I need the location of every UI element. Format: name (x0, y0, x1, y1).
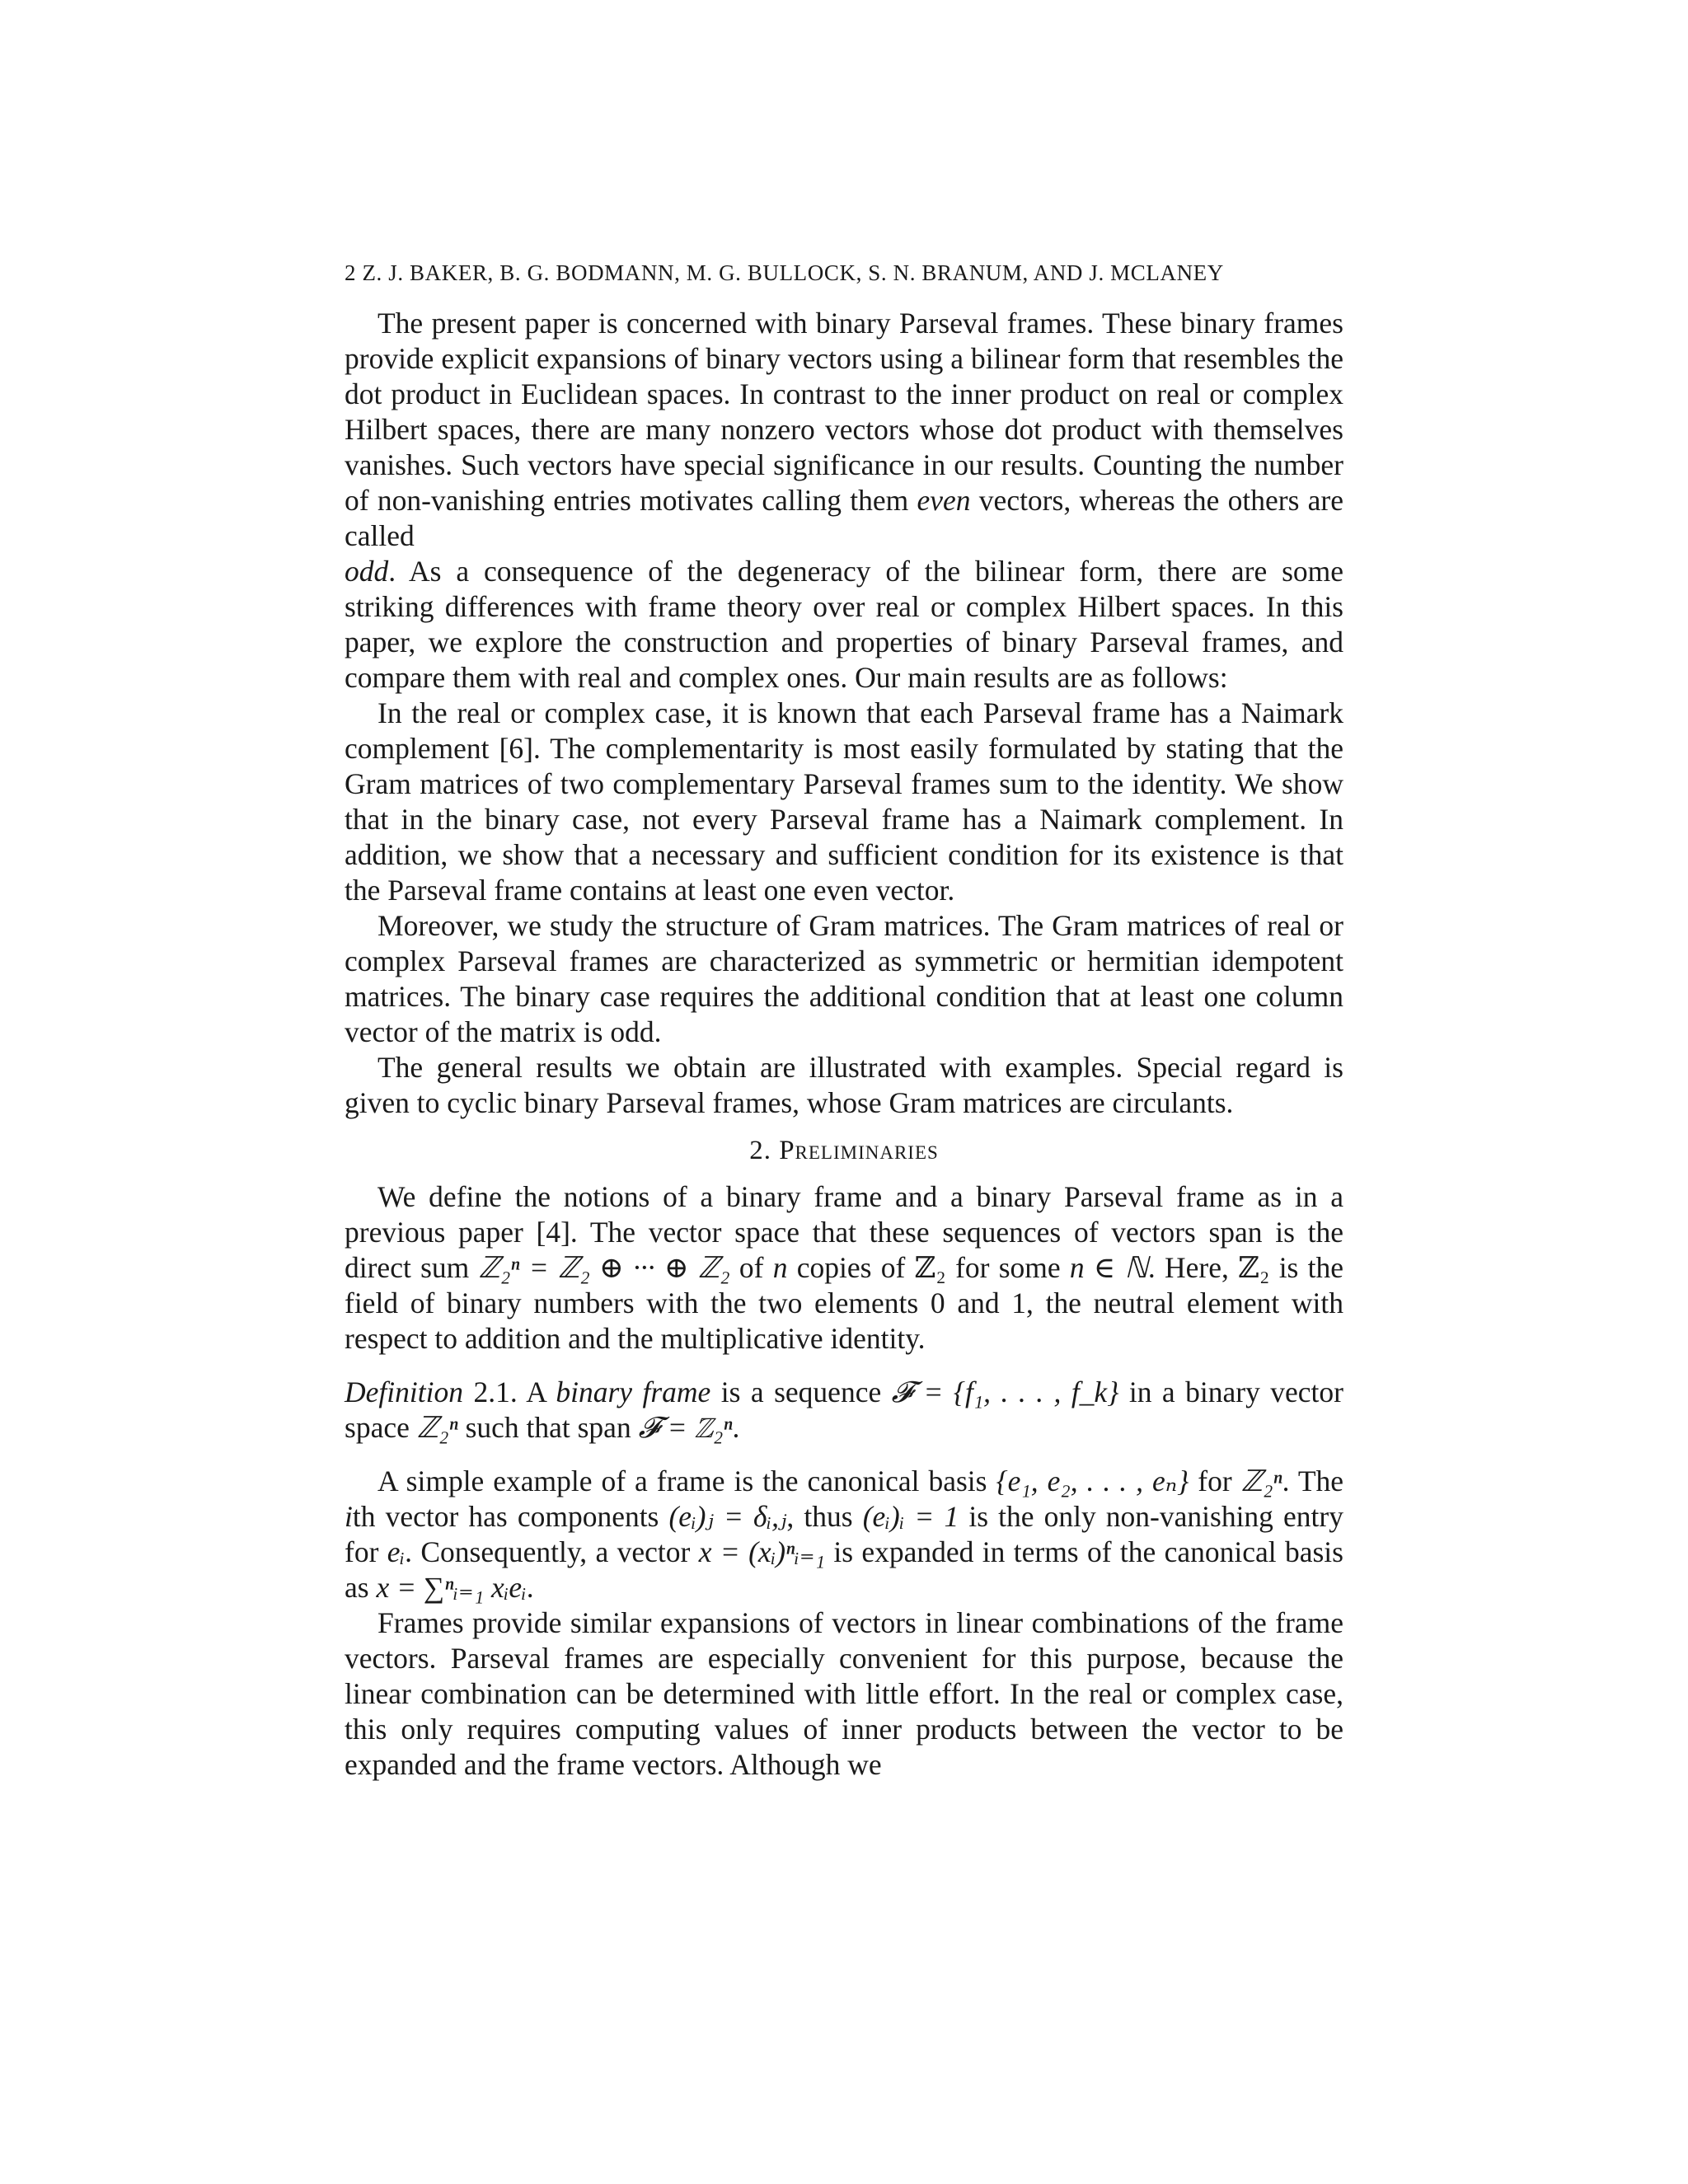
running-head: 2 Z. J. BAKER, B. G. BODMANN, M. G. BULLOCK, S. N. BRANUM, AND J. MCLANEY (345, 260, 1224, 285)
intro-paragraph-2: In the real or complex case, it is known that each Parseval frame has a Naimark complement [6]. The complementarity is most easily formulated by stating that the Gram matrices of two complementary Parseval frames sum to the identity. We show that in the binary case, not every Parseval frame has a Naimark complement. In addition, we show that a necessary and sufficient condition for its existence is that the Parseval frame contains at least one even vector. (345, 696, 1343, 907)
emph-odd: odd (345, 555, 389, 588)
intro-paragraph-4: The general results we obtain are illustrated with examples. Special regard is given to cyclic binary Parseval frames, whose Gram matrices are circulants. (345, 1051, 1343, 1119)
prelim-paragraph-1: We define the notions of a binary frame and a binary Parseval frame as in a previous paper [4]. The vector space that these sequences of vectors span is the direct sum ℤ₂ⁿ = ℤ₂ ⊕ ··· ⊕ ℤ₂ of n copies of ℤ₂ for some n ∈ ℕ. Here, ℤ₂ is the field of binary numbers with the two elements 0 and 1, the neutral element with respect to addition and the multiplicative identity. (345, 1180, 1343, 1355)
prelim-paragraph-3: Frames provide similar expansions of vectors in linear combinations of the frame vectors. Parseval frames are especially convenient for this purpose, because the linear combination can be determined with little effort. In the real or complex case, this only requires computing values of inner products between the vector to be expanded and the frame vectors. Although we (345, 1606, 1343, 1781)
emph-even: even (917, 484, 971, 517)
math-expansion: x = ∑ⁿᵢ₌₁ xᵢeᵢ (376, 1571, 527, 1604)
math-direct-sum: ℤ₂ⁿ = ℤ₂ ⊕ ··· ⊕ ℤ₂ (478, 1251, 730, 1284)
definition-number: 2.1. (473, 1376, 518, 1408)
definition-term: binary frame (556, 1376, 711, 1408)
math-space: ℤ₂ⁿ (416, 1411, 458, 1444)
prelim-paragraph-2: A simple example of a frame is the canonical basis {e₁, e₂, . . . , eₙ} for ℤ₂ⁿ. The ith vector has components (eᵢ)ⱼ = δᵢ,ⱼ, thus (eᵢ)ᵢ = 1 is the only non-vanishing entry for eᵢ. Consequently, a vector x = (xᵢ)ⁿᵢ₌₁ is expanded in terms of the canonical basis as x = ∑ⁿᵢ₌₁ xᵢeᵢ. (345, 1465, 1344, 1604)
definition-2-1: Definition 2.1. A binary frame is a sequence 𝓕 = {f₁, . . . , f_k} in a binary vector space ℤ₂ⁿ such that span 𝓕 = ℤ₂ⁿ. (345, 1376, 1343, 1444)
definition-label: Definition (345, 1376, 463, 1408)
paper-page (345, 260, 1343, 1783)
intro-paragraph-3: Moreover, we study the structure of Gram matrices. The Gram matrices of real or complex Parseval frames are characterized as symmetric or hermitian idempotent matrices. The binary case requires the additional condition that at least one column vector of the matrix is odd. (345, 909, 1343, 1048)
math-span: 𝓕 = ℤ₂ⁿ (638, 1411, 733, 1444)
section-number: 2. (749, 1136, 771, 1165)
section-heading (345, 1136, 1343, 1166)
intro-paragraph-1: The present paper is concerned with binary Parseval frames. These binary frames provide explicit expansions of binary vectors using a bilinear form that resembles the dot product in Euclidean spaces. In contrast to the inner product on real or complex Hilbert spaces, there are many nonzero vectors whose dot product with themselves vanishes. Such vectors have special significance in our results. Counting the number of non-vanishing entries motivates calling them even vectors, whereas the others are called odd. As a consequence of the degeneracy of the bilinear form, there are some striking differences with frame theory over real or complex Hilbert spaces. In this paper, we explore the construction and properties of binary Parseval frames, and compare them with real and complex ones. Our main results are as follows: (345, 307, 1343, 694)
math-basis: {e₁, e₂, . . . , eₙ} (996, 1465, 1189, 1497)
math-kronecker: (eᵢ)ⱼ = δᵢ,ⱼ (668, 1500, 787, 1533)
math-frame-set: 𝓕 = {f₁, . . . , f_k} (891, 1376, 1119, 1408)
math-n-in-N: n ∈ ℕ (1069, 1251, 1148, 1284)
section-title: Preliminaries (779, 1136, 939, 1165)
